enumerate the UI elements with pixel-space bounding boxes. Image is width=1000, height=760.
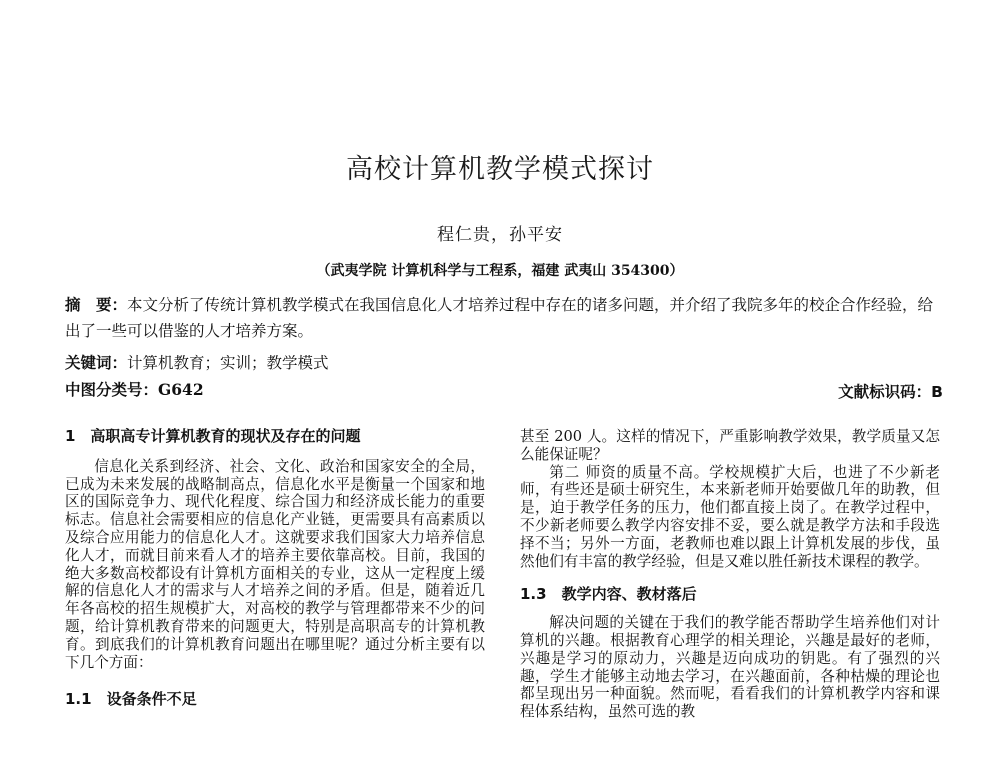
section-1-3-heading: 1.3 教学内容、教材落后	[520, 585, 697, 604]
paper-title: 高校计算机教学模式探讨	[346, 154, 654, 185]
paper-authors: 程仁贵，孙平安	[437, 225, 563, 245]
section-1-paragraph: 信息化关系到经济、社会、文化、政治和国家安全的全局，已成为未来发展的战略制高点，信息化水平是衡量一个国家和地区的国际竞争力、现代化程度、综合国力和经济成长能力的重要标志。信息社会需要相应的信息化产业链，更需要具有高素质以及综合应用能力的信息化人才。这就要求我们国家大力培养信息化人才，而就目前来看人才的培养主要依靠高校。目前，我国的绝大多数高校都设有计算机方面相关的专业，这从一定程度上缓解的信息化人才的需求与人才培养之间的矛盾。但是，随着近几年各高校的招生规模扩大，对高校的教学与管理都带来不少的问题，给计算机教育带来的问题更大，特别是高职高专的计算机教育。到底我们的计算机教育问题出在哪里呢？通过分析主要有以下几个方面：	[65, 457, 485, 671]
doc-code-label: 文献标识码：	[838, 383, 932, 401]
continued-paragraph: 甚至 200 人。这样的情况下，严重影响教学效果，教学质量又怎么能保证呢？	[520, 428, 940, 463]
section-1-3-paragraph: 解决问题的关键在于我们的教学能否帮助学生培养他们对计算机的兴趣。根据教育心理学的相关理论，兴趣是最好的老师，兴趣是学习的原动力，兴趣是迈向成功的钥匙。有了强烈的兴趣，学生才能够主动地去学习，在兴趣面前，各种枯燥的理论也都呈现出另一种面貌。然而呢，看看我们的计算机教学内容和课程体系结构，虽然可选的教	[520, 614, 940, 721]
doc-code-value: B	[931, 383, 943, 401]
left-column	[65, 428, 485, 709]
abstract-text: 本文分析了传统计算机教学模式在我国信息化人才培养过程中存在的诸多问题，并介绍了我院多年的校企合作经验，给出了一些可以借鉴的人才培养方案。	[65, 296, 934, 340]
abstract	[65, 292, 945, 344]
clc-label: 中图分类号：	[65, 380, 159, 399]
section-1-heading: 1 高职高专计算机教育的现状及存在的问题	[65, 427, 361, 445]
document-code	[838, 380, 943, 402]
section-1-1-heading: 1.1 设备条件不足	[65, 690, 197, 709]
teacher-quality-paragraph: 第二 师资的质量不高。学校规模扩大后，也进了不少新老师，有些还是硕士研究生，本来新老师开始要做几年的助教，但是，迫于教学任务的压力，他们都直接上岗了。在教学过程中，不少新老师要么教学内容安排不妥，要么就是教学方法和手段选择不当；另外一方面，老教师也难以跟上计算机发展的步伐，虽然他们有丰富的教学经验，但是又难以胜任新技术课程的教学。	[520, 463, 940, 570]
keywords-label: 关键词：	[65, 353, 128, 372]
right-column	[520, 428, 940, 721]
paper-affiliation: （武夷学院 计算机科学与工程系，福建 武夷山 354300）	[316, 263, 684, 279]
clc-number	[65, 378, 204, 400]
keywords-text: 计算机教育；实训；教学模式	[127, 354, 329, 372]
clc-value: G642	[158, 380, 204, 399]
keywords	[65, 351, 329, 373]
abstract-label: 摘 要：	[65, 295, 128, 314]
